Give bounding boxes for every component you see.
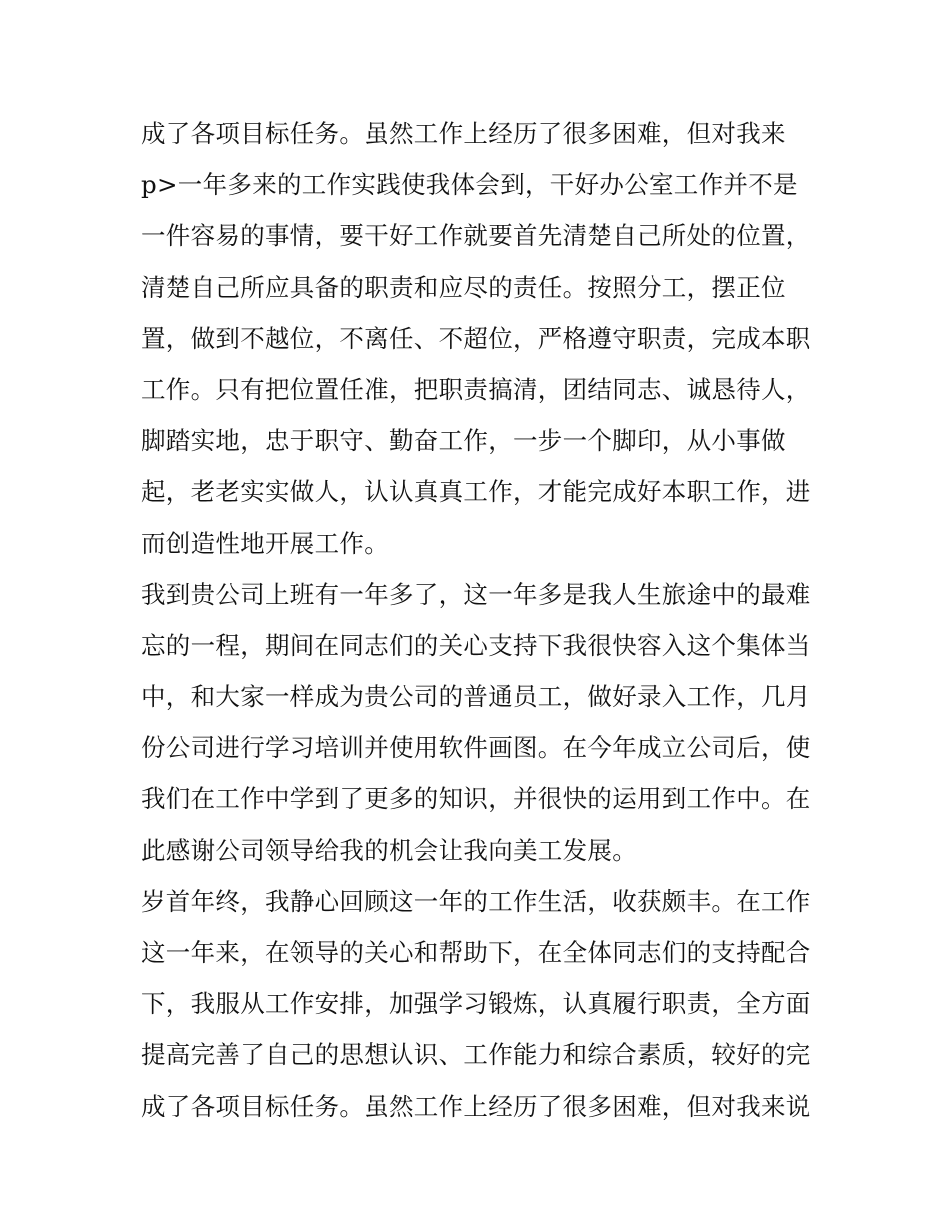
text-line: 脚踏实地，忠于职守、勤奋工作，一步一个脚印，从小事做 (141, 426, 786, 456)
text-line: 我们在工作中学到了更多的知识，并很快的运用到工作中。在 (141, 784, 811, 814)
text-line: 而创造性地开展工作。 (141, 528, 389, 558)
text-line: 下，我服从工作安排，加强学习锻炼，认真履行职责，全方面 (141, 989, 811, 1019)
text-line: 岁首年终，我静心回顾这一年的工作生活，收获颇丰。在工作 (141, 886, 811, 916)
text-line: 此感谢公司领导给我的机会让我向美工发展。 (141, 835, 637, 865)
text-line: 置，做到不越位，不离任、不超位，严格遵守职责，完成本职 (141, 323, 811, 353)
text-line: 成了各项目标任务。虽然工作上经历了很多困难，但对我来 (141, 119, 786, 148)
text-line: 清楚自己所应具备的职责和应尽的责任。按照分工，摆正位 (141, 272, 786, 302)
text-line: 起，老老实实做人，认认真真工作，才能完成好本职工作，进 (141, 477, 811, 507)
text-line: p>一年多来的工作实践使我体会到，干好办公室工作并不是 (141, 170, 798, 200)
text-line: 份公司进行学习培训并使用软件画图。在今年成立公司后，使 (141, 733, 811, 763)
body-text (141, 108, 821, 1132)
text-line: 一件容易的事情，要干好工作就要首先清楚自己所处的位置， (141, 221, 811, 251)
text-line: 提高完善了自己的思想认识、工作能力和综合素质，较好的完 (141, 1040, 811, 1070)
text-line: 成了各项目标任务。虽然工作上经历了很多困难，但对我来说 (141, 1091, 811, 1121)
text-line: 这一年来，在领导的关心和帮助下，在全体同志们的支持配合 (141, 938, 811, 967)
text-line: 中，和大家一样成为贵公司的普通员工，做好录入工作，几月 (141, 682, 811, 712)
text-line: 工作。只有把位置任准，把职责搞清，团结同志、诚恳待人， (141, 374, 811, 404)
text-line: 我到贵公司上班有一年多了，这一年多是我人生旅途中的最难 (141, 579, 811, 609)
text-line: 忘的一程，期间在同志们的关心支持下我很快容入这个集体当 (141, 630, 811, 660)
